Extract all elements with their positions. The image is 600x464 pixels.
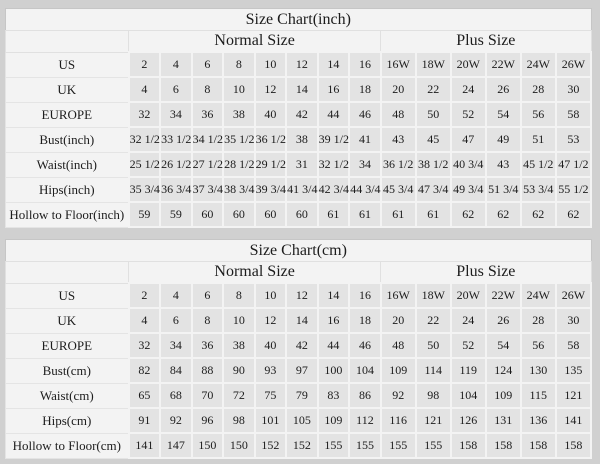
column-group-row	[6, 31, 592, 53]
size-cell: 18W	[416, 52, 451, 77]
size-cell: 22	[416, 77, 451, 102]
size-cell: 91	[129, 408, 161, 433]
size-cell: 53	[556, 127, 591, 152]
size-cell: 14	[318, 283, 350, 308]
size-cell: 20W	[451, 283, 486, 308]
row-label: Hollow to Floor(inch)	[6, 202, 129, 227]
size-cell: 158	[521, 433, 556, 458]
size-cell: 55 1/2	[556, 177, 591, 202]
size-cell: 24W	[521, 52, 556, 77]
size-cell: 51 3/4	[486, 177, 521, 202]
size-cell: 39 1/2	[318, 127, 350, 152]
row-label: Bust(inch)	[6, 127, 129, 152]
size-cell: 44 3/4	[349, 177, 381, 202]
size-cell: 60	[223, 202, 255, 227]
size-cell: 22W	[486, 52, 521, 77]
size-cell: 112	[349, 408, 381, 433]
size-cell: 45	[416, 127, 451, 152]
size-cell: 10	[255, 283, 287, 308]
size-cell: 12	[286, 283, 318, 308]
size-cell: 36 1/2	[381, 152, 416, 177]
plus-size-header: Plus Size	[381, 262, 591, 284]
size-cell: 8	[223, 283, 255, 308]
size-cell: 152	[286, 433, 318, 458]
size-cell: 12	[255, 77, 287, 102]
size-cell: 22	[416, 308, 451, 333]
size-cell: 56	[521, 102, 556, 127]
size-cell: 12	[286, 52, 318, 77]
size-cell: 101	[255, 408, 287, 433]
size-cell: 16	[349, 283, 381, 308]
size-cell: 100	[318, 358, 350, 383]
table-row	[6, 383, 592, 408]
size-cell: 90	[223, 358, 255, 383]
size-cell: 32 1/2	[129, 127, 161, 152]
size-cell: 29 1/2	[255, 152, 287, 177]
size-cell: 32	[129, 333, 161, 358]
size-cell: 158	[451, 433, 486, 458]
row-label: US	[6, 52, 129, 77]
size-cell: 49	[486, 127, 521, 152]
size-cell: 34	[160, 333, 192, 358]
table-row	[6, 283, 592, 308]
size-cell: 22W	[486, 283, 521, 308]
size-cell: 58	[556, 102, 591, 127]
size-cell: 62	[521, 202, 556, 227]
size-cell: 62	[451, 202, 486, 227]
size-cell: 121	[556, 383, 591, 408]
size-cell: 124	[486, 358, 521, 383]
size-cell: 35 1/2	[223, 127, 255, 152]
size-cell: 20	[381, 77, 416, 102]
size-cell: 4	[160, 283, 192, 308]
size-cell: 26W	[556, 283, 591, 308]
size-cell: 28 1/2	[223, 152, 255, 177]
size-cell: 121	[416, 408, 451, 433]
size-cell: 4	[129, 77, 161, 102]
size-cell: 104	[451, 383, 486, 408]
table-row	[6, 127, 592, 152]
size-cell: 105	[286, 408, 318, 433]
size-cell: 47 1/2	[556, 152, 591, 177]
size-cell: 131	[486, 408, 521, 433]
size-cell: 82	[129, 358, 161, 383]
size-cell: 49 3/4	[451, 177, 486, 202]
row-label: Hollow to Floor(cm)	[6, 433, 129, 458]
size-cell: 10	[223, 308, 255, 333]
size-cell: 41	[349, 127, 381, 152]
size-cell: 50	[416, 102, 451, 127]
size-cell: 28	[521, 308, 556, 333]
size-cell: 30	[556, 308, 591, 333]
size-cell: 44	[318, 333, 350, 358]
row-label: EUROPE	[6, 333, 129, 358]
size-cell: 70	[192, 383, 224, 408]
size-cell: 8	[192, 77, 224, 102]
size-cell: 42 3/4	[318, 177, 350, 202]
size-cell: 59	[129, 202, 161, 227]
size-cell: 47	[451, 127, 486, 152]
size-cell: 12	[255, 308, 287, 333]
size-cell: 50	[416, 333, 451, 358]
size-cell: 155	[318, 433, 350, 458]
size-cell: 14	[286, 77, 318, 102]
size-cell: 34	[349, 152, 381, 177]
size-cell: 2	[129, 52, 161, 77]
size-cell: 61	[318, 202, 350, 227]
size-cell: 54	[486, 102, 521, 127]
row-label: UK	[6, 77, 129, 102]
size-cell: 16W	[381, 283, 416, 308]
size-cell: 42	[286, 102, 318, 127]
size-cell: 48	[381, 102, 416, 127]
size-cell: 46	[349, 333, 381, 358]
size-cell: 158	[486, 433, 521, 458]
size-cell: 115	[521, 383, 556, 408]
table-row	[6, 52, 592, 77]
size-cell: 104	[349, 358, 381, 383]
size-cell: 25 1/2	[129, 152, 161, 177]
table-title: Size Chart(cm)	[6, 240, 592, 262]
size-table-body	[6, 283, 592, 458]
size-cell: 32	[129, 102, 161, 127]
size-cell: 98	[223, 408, 255, 433]
size-cell: 46	[349, 102, 381, 127]
size-cell: 44	[318, 102, 350, 127]
table-row	[6, 358, 592, 383]
size-cell: 158	[556, 433, 591, 458]
size-cell: 54	[486, 333, 521, 358]
size-cell: 4	[129, 308, 161, 333]
size-cell: 36	[192, 102, 224, 127]
size-cell: 48	[381, 333, 416, 358]
row-label: Hips(cm)	[6, 408, 129, 433]
size-cell: 47 3/4	[416, 177, 451, 202]
size-cell: 40	[255, 333, 287, 358]
table-row	[6, 177, 592, 202]
row-label: Waist(inch)	[6, 152, 129, 177]
size-cell: 135	[556, 358, 591, 383]
size-cell: 10	[255, 52, 287, 77]
size-cell: 62	[486, 202, 521, 227]
size-cell: 14	[286, 308, 318, 333]
size-chart-inch-table	[5, 8, 592, 228]
size-cell: 147	[160, 433, 192, 458]
size-cell: 24W	[521, 283, 556, 308]
size-cell: 38 3/4	[223, 177, 255, 202]
table-row	[6, 408, 592, 433]
size-cell: 155	[416, 433, 451, 458]
size-cell: 51	[521, 127, 556, 152]
size-cell: 6	[192, 283, 224, 308]
row-label: Hips(inch)	[6, 177, 129, 202]
size-cell: 20	[381, 308, 416, 333]
size-cell: 86	[349, 383, 381, 408]
size-cell: 24	[451, 77, 486, 102]
size-cell: 109	[318, 408, 350, 433]
size-cell: 52	[451, 102, 486, 127]
size-cell: 43	[381, 127, 416, 152]
size-cell: 97	[286, 358, 318, 383]
normal-size-header: Normal Size	[129, 31, 381, 53]
size-cell: 16W	[381, 52, 416, 77]
size-cell: 60	[255, 202, 287, 227]
size-cell: 88	[192, 358, 224, 383]
size-cell: 155	[381, 433, 416, 458]
size-cell: 45 3/4	[381, 177, 416, 202]
size-cell: 40 3/4	[451, 152, 486, 177]
table-row	[6, 152, 592, 177]
size-cell: 6	[160, 308, 192, 333]
size-cell: 16	[318, 308, 350, 333]
size-cell: 41 3/4	[286, 177, 318, 202]
size-cell: 75	[255, 383, 287, 408]
size-cell: 35 3/4	[129, 177, 161, 202]
size-cell: 62	[556, 202, 591, 227]
size-cell: 56	[521, 333, 556, 358]
table-row	[6, 77, 592, 102]
size-cell: 155	[349, 433, 381, 458]
size-cell: 27 1/2	[192, 152, 224, 177]
size-cell: 136	[521, 408, 556, 433]
size-cell: 114	[416, 358, 451, 383]
table-row	[6, 333, 592, 358]
size-cell: 16	[318, 77, 350, 102]
size-cell: 43	[486, 152, 521, 177]
row-label: EUROPE	[6, 102, 129, 127]
size-cell: 26	[486, 308, 521, 333]
size-cell: 61	[381, 202, 416, 227]
size-cell: 109	[381, 358, 416, 383]
size-cell: 152	[255, 433, 287, 458]
size-cell: 37 3/4	[192, 177, 224, 202]
size-cell: 32 1/2	[318, 152, 350, 177]
size-cell: 26	[486, 77, 521, 102]
column-group-row	[6, 262, 592, 284]
table-row	[6, 433, 592, 458]
size-cell: 141	[129, 433, 161, 458]
size-cell: 61	[416, 202, 451, 227]
size-cell: 8	[223, 52, 255, 77]
size-cell: 38	[223, 333, 255, 358]
size-cell: 72	[223, 383, 255, 408]
row-label: US	[6, 283, 129, 308]
size-cell: 39 3/4	[255, 177, 287, 202]
size-cell: 45 1/2	[521, 152, 556, 177]
size-cell: 60	[286, 202, 318, 227]
size-cell: 18	[349, 308, 381, 333]
size-cell: 34 1/2	[192, 127, 224, 152]
size-cell: 14	[318, 52, 350, 77]
plus-size-header: Plus Size	[381, 31, 591, 53]
size-cell: 34	[160, 102, 192, 127]
size-cell: 60	[192, 202, 224, 227]
size-cell: 150	[223, 433, 255, 458]
size-cell: 141	[556, 408, 591, 433]
size-cell: 36 3/4	[160, 177, 192, 202]
size-cell: 84	[160, 358, 192, 383]
size-cell: 20W	[451, 52, 486, 77]
size-cell: 42	[286, 333, 318, 358]
size-cell: 83	[318, 383, 350, 408]
size-cell: 61	[349, 202, 381, 227]
size-cell: 36	[192, 333, 224, 358]
table-row	[6, 308, 592, 333]
corner-cell	[6, 31, 129, 53]
size-cell: 31	[286, 152, 318, 177]
size-cell: 40	[255, 102, 287, 127]
size-cell: 33 1/2	[160, 127, 192, 152]
size-cell: 38	[286, 127, 318, 152]
size-cell: 130	[521, 358, 556, 383]
size-cell: 59	[160, 202, 192, 227]
table-row	[6, 202, 592, 227]
size-cell: 6	[192, 52, 224, 77]
row-label: Bust(cm)	[6, 358, 129, 383]
size-cell: 26 1/2	[160, 152, 192, 177]
size-cell: 98	[416, 383, 451, 408]
size-cell: 18W	[416, 283, 451, 308]
size-cell: 150	[192, 433, 224, 458]
size-table-body	[6, 52, 592, 227]
size-cell: 126	[451, 408, 486, 433]
size-cell: 58	[556, 333, 591, 358]
size-cell: 38 1/2	[416, 152, 451, 177]
corner-cell	[6, 262, 129, 284]
row-label: UK	[6, 308, 129, 333]
size-cell: 116	[381, 408, 416, 433]
size-cell: 65	[129, 383, 161, 408]
size-cell: 28	[521, 77, 556, 102]
size-cell: 8	[192, 308, 224, 333]
size-cell: 30	[556, 77, 591, 102]
row-label: Waist(cm)	[6, 383, 129, 408]
size-cell: 92	[160, 408, 192, 433]
size-cell: 24	[451, 308, 486, 333]
table-row	[6, 102, 592, 127]
table-title-row	[6, 9, 592, 31]
size-cell: 119	[451, 358, 486, 383]
size-cell: 26W	[556, 52, 591, 77]
size-cell: 36 1/2	[255, 127, 287, 152]
size-cell: 109	[486, 383, 521, 408]
size-cell: 52	[451, 333, 486, 358]
size-chart-cm-table	[5, 239, 592, 459]
size-cell: 96	[192, 408, 224, 433]
size-cell: 6	[160, 77, 192, 102]
size-cell: 38	[223, 102, 255, 127]
size-cell: 16	[349, 52, 381, 77]
size-cell: 93	[255, 358, 287, 383]
size-cell: 53 3/4	[521, 177, 556, 202]
normal-size-header: Normal Size	[129, 262, 381, 284]
size-cell: 92	[381, 383, 416, 408]
size-cell: 2	[129, 283, 161, 308]
size-cell: 18	[349, 77, 381, 102]
table-title: Size Chart(inch)	[6, 9, 592, 31]
size-cell: 4	[160, 52, 192, 77]
size-cell: 68	[160, 383, 192, 408]
table-title-row	[6, 240, 592, 262]
size-cell: 10	[223, 77, 255, 102]
size-cell: 79	[286, 383, 318, 408]
